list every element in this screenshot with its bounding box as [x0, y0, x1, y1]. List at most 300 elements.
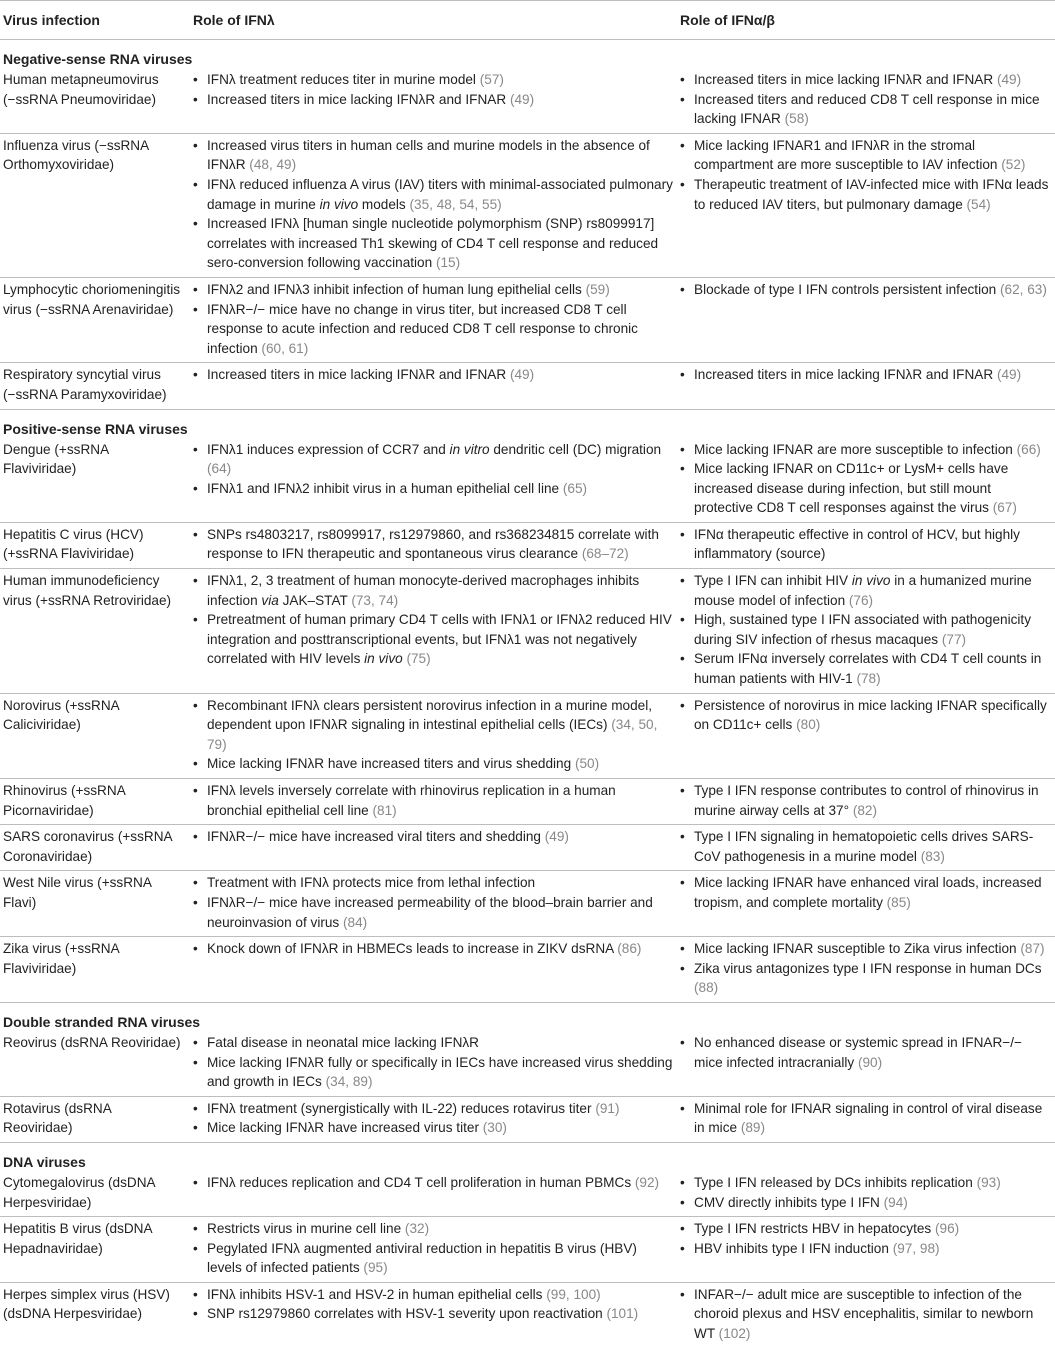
ifn-lambda-cell — [186, 1171, 677, 1217]
ifn-lambda-cell — [186, 1217, 677, 1283]
bullet-text: IFNλ inhibits HSV-1 and HSV-2 in human epithelial cells — [207, 1286, 547, 1302]
ifn-lambda-cell — [186, 438, 677, 523]
ifn-alpha-beta-list — [680, 280, 1052, 300]
bullet-item — [680, 1239, 1052, 1259]
ifn-alpha-beta-cell — [677, 1096, 1055, 1142]
bullet-item — [193, 781, 674, 820]
reference-citation: (49) — [996, 72, 1022, 87]
reference-citation: (89) — [740, 1120, 766, 1136]
reference-citation: (93) — [976, 1174, 1001, 1190]
table-row — [0, 1031, 1055, 1096]
bullet-item — [193, 1099, 674, 1119]
ifn-lambda-cell — [186, 779, 677, 825]
virus-name: Reovirus (dsRNA Reoviridae) — [0, 1031, 186, 1096]
reference-citation: (86) — [617, 941, 642, 957]
ifn-alpha-beta-list — [680, 136, 1052, 214]
ifn-lambda-list — [193, 571, 674, 669]
ifn-alpha-beta-cell — [677, 1031, 1055, 1096]
reference-citation: (35, 48, 54, 55) — [409, 196, 502, 212]
bullet-text: Increased titers in mice lacking IFNλR and IFNAR — [207, 367, 510, 383]
bullet-text: Mice lacking IFNAR have enhanced viral loads, increased tropism, and complete mortality — [694, 875, 1042, 910]
table-body — [0, 40, 1055, 1348]
bullet-marker: • — [680, 1221, 685, 1237]
virus-name: Respiratory syncytial virus (−ssRNA Paramyxoviridae) — [0, 363, 186, 409]
bullet-item — [193, 70, 674, 90]
virus-name: SARS coronavirus (+ssRNA Coronaviridae) — [0, 825, 186, 871]
section-header-row — [0, 409, 1055, 438]
bullet-marker: • — [193, 526, 198, 542]
reference-citation: (77) — [941, 631, 967, 647]
reference-citation: (92) — [634, 1174, 660, 1190]
bullet-marker: • — [680, 281, 685, 297]
reference-citation: (50) — [574, 756, 600, 772]
bullet-marker: • — [193, 91, 198, 107]
bullet-item — [193, 1239, 674, 1278]
table-row — [0, 1171, 1055, 1217]
bullet-text: IFNλ levels inversely correlate with rhinovirus replication in a human bronchial epithelial cell line — [207, 783, 616, 818]
ifn-lambda-list — [193, 1033, 674, 1092]
bullet-text: IFNλ reduces replication and CD4 T cell proliferation in human PBMCs — [207, 1174, 635, 1190]
reference-citation: (49) — [996, 367, 1022, 383]
bullet-item — [680, 571, 1052, 610]
virus-name: Hepatitis B virus (dsDNA Hepadnaviridae) — [0, 1217, 186, 1283]
bullet-marker: • — [680, 612, 685, 628]
bullet-item — [680, 827, 1052, 866]
reference-citation: (91) — [595, 1100, 620, 1116]
bullet-item — [193, 280, 674, 300]
ifn-lambda-list — [193, 1219, 674, 1278]
bullet-text: No enhanced disease or systemic spread in IFNAR−/− mice infected intracranially — [694, 1034, 1022, 1070]
bullet-item — [680, 873, 1052, 912]
bullet-text: models — [358, 196, 410, 212]
bullet-text: IFNλ1 induces expression of CCR7 and — [207, 441, 450, 457]
bullet-marker: • — [193, 72, 198, 87]
virus-name: West Nile virus (+ssRNA Flavi) — [0, 871, 186, 937]
bullet-marker: • — [680, 367, 685, 383]
bullet-item — [680, 1033, 1052, 1072]
bullet-text: IFNλR−/− mice have increased permeability of the blood–brain barrier and neuroinvasion of virus — [207, 894, 653, 930]
ifn-alpha-beta-list — [680, 1099, 1052, 1138]
table-row — [0, 68, 1055, 133]
bullet-item — [193, 1304, 674, 1324]
bullet-item — [680, 90, 1052, 129]
column-header-virus: Virus infection — [0, 1, 186, 40]
ifn-alpha-beta-cell — [677, 363, 1055, 409]
reference-citation: (32) — [404, 1221, 430, 1237]
bullet-item — [680, 1193, 1052, 1213]
bullet-item — [193, 136, 674, 175]
bullet-item — [193, 1219, 674, 1239]
reference-citation: (60, 61) — [261, 340, 309, 356]
ifn-lambda-cell — [186, 68, 677, 133]
reference-citation: (34, 50, 79) — [207, 717, 658, 752]
reference-citation: (52) — [1001, 157, 1026, 173]
ifn-alpha-beta-cell — [677, 1282, 1055, 1347]
reference-citation: (49) — [509, 91, 535, 107]
ifn-lambda-list — [193, 280, 674, 358]
bullet-item — [680, 781, 1052, 820]
ifn-alpha-beta-cell — [677, 1217, 1055, 1283]
bullet-item — [193, 1053, 674, 1092]
bullet-marker: • — [680, 875, 685, 891]
ifn-alpha-beta-list — [680, 1173, 1052, 1212]
section-header-row — [0, 1142, 1055, 1171]
bullet-marker: • — [193, 612, 198, 628]
bullet-text: Mice lacking IFNAR are more susceptible to infection — [694, 441, 1017, 457]
reference-citation: (68–72) — [581, 546, 629, 562]
ifn-lambda-cell — [186, 1096, 677, 1142]
bullet-marker: • — [193, 441, 198, 457]
table-row — [0, 1217, 1055, 1283]
bullet-text: Treatment with IFNλ protects mice from lethal infection — [207, 875, 536, 891]
virus-name: Hepatitis C virus (HCV) (+ssRNA Flaviviridae) — [0, 522, 186, 568]
reference-citation: (75) — [406, 651, 431, 667]
ifn-alpha-beta-list — [680, 1285, 1052, 1344]
bullet-marker: • — [193, 1054, 198, 1070]
bullet-item — [680, 525, 1052, 564]
bullet-marker: • — [193, 1100, 198, 1116]
bullet-text: Type I IFN can inhibit HIV — [694, 573, 852, 589]
bullet-marker: • — [680, 573, 685, 589]
bullet-item — [680, 459, 1052, 518]
table-row — [0, 522, 1055, 568]
bullet-marker: • — [680, 91, 685, 107]
table-row — [0, 693, 1055, 778]
virus-name: Cytomegalovirus (dsDNA Herpesviridae) — [0, 1171, 186, 1217]
reference-citation: (84) — [343, 914, 368, 930]
bullet-marker: • — [680, 461, 685, 477]
bullet-text: Pretreatment of human primary CD4 T cells with IFNλ1 or IFNλ2 reduced HIV integration and posttranscriptional events, but IFNλ1 was not negatively correlated with HIV levels — [207, 612, 672, 667]
bullet-text: dendritic cell (DC) migration — [489, 441, 662, 457]
virus-name: Zika virus (+ssRNA Flaviviridae) — [0, 937, 186, 1003]
ifn-alpha-beta-cell — [677, 1171, 1055, 1217]
ifn-lambda-list — [193, 1099, 674, 1138]
bullet-item — [193, 754, 674, 774]
ifn-alpha-beta-list — [680, 571, 1052, 689]
bullet-item — [680, 610, 1052, 649]
bullet-item — [680, 959, 1052, 998]
ifn-alpha-beta-list — [680, 440, 1052, 518]
bullet-text: Restricts virus in murine cell line — [207, 1221, 405, 1237]
virus-name: Herpes simplex virus (HSV) (dsDNA Herpesviridae) — [3, 1286, 170, 1322]
reference-citation: (81) — [372, 802, 397, 818]
bullet-text: Increased virus titers in human cells and murine models in the absence of IFNλR — [207, 137, 650, 173]
bullet-text: Increased titers in mice lacking IFNλR and IFNAR — [694, 367, 997, 383]
reference-citation: (59) — [585, 281, 610, 297]
bullet-text: Therapeutic treatment of IAV-infected mice with IFNα leads to reduced IAV titers, but pulmonary damage — [694, 176, 1049, 212]
bullet-item — [193, 90, 674, 110]
bullet-text: Serum IFNα inversely correlates with CD4 T cell counts in human patients with HIV-1 — [694, 651, 1042, 687]
bullet-marker: • — [680, 1240, 685, 1256]
reference-citation: (96) — [935, 1221, 960, 1237]
bullet-text: SNP rs12979860 correlates with HSV-1 severity upon reactivation — [207, 1306, 607, 1322]
bullet-item — [680, 136, 1052, 175]
bullet-marker: • — [193, 301, 198, 317]
bullet-text: IFNλ treatment reduces titer in murine model — [207, 72, 480, 87]
ifn-lambda-cell — [186, 871, 677, 937]
ifn-alpha-beta-cell — [677, 133, 1055, 277]
bullet-text: Mice lacking IFNAR on CD11c+ or LysM+ cells have increased disease during infection, but still mount protective CD8 T cell responses against the virus — [694, 461, 1009, 516]
bullet-item — [680, 175, 1052, 214]
ifn-lambda-list — [193, 136, 674, 273]
bullet-marker: • — [680, 783, 685, 798]
bullet-item — [680, 365, 1052, 385]
reference-citation: (67) — [992, 500, 1017, 516]
bullet-text: Increased titers in mice lacking IFNλR and IFNAR — [207, 91, 510, 107]
ifn-alpha-beta-list — [680, 696, 1052, 735]
bullet-text: Mice lacking IFNAR susceptible to Zika virus infection — [694, 941, 1021, 957]
bullet-marker: • — [680, 697, 685, 713]
bullet-item — [193, 440, 674, 479]
bullet-marker: • — [680, 176, 685, 192]
reference-citation: (82) — [852, 802, 877, 818]
reference-citation: (48, 49) — [249, 157, 297, 173]
table-row — [0, 133, 1055, 277]
ifn-lambda-list — [193, 939, 674, 959]
ifn-lambda-list — [193, 781, 674, 820]
reference-citation: (54) — [966, 196, 991, 212]
table-row — [0, 825, 1055, 871]
reference-citation: (85) — [886, 894, 911, 910]
ifn-alpha-beta-list — [680, 1219, 1052, 1258]
reference-citation: (65) — [562, 480, 588, 496]
reference-citation: (76) — [848, 592, 874, 608]
bullet-marker: • — [680, 829, 685, 845]
bullet-text: IFNλ treatment (synergistically with IL-22) reduces rotavirus titer — [207, 1100, 596, 1116]
ifn-alpha-beta-list — [680, 365, 1052, 385]
bullet-marker: • — [680, 1194, 685, 1210]
bullet-text: Type I IFN response contributes to control of rhinovirus in murine airway cells at 37° — [694, 783, 1039, 818]
ifn-lambda-list — [193, 70, 674, 109]
reference-citation: (95) — [363, 1260, 388, 1276]
bullet-marker: • — [193, 137, 198, 153]
reference-citation: (62, 63) — [1000, 281, 1047, 297]
table-row — [0, 569, 1055, 694]
bullet-marker: • — [193, 480, 198, 496]
section-title: Double stranded RNA viruses — [3, 1013, 201, 1030]
reference-citation: (49) — [509, 367, 535, 383]
bullet-text: Recombinant IFNλ clears persistent norovirus infection in a murine model, dependent upon IFNλR signaling in intestinal epithelial cells (IECs) — [207, 697, 653, 733]
ifn-lambda-list — [193, 1285, 674, 1324]
bullet-text: IFNλ reduced influenza A virus (IAV) titers with minimal-associated pulmonary damage in murine — [207, 176, 673, 212]
bullet-marker: • — [193, 573, 198, 589]
bullet-text: Increased titers in mice lacking IFNλR and IFNAR — [694, 72, 997, 87]
bullet-marker: • — [193, 829, 198, 845]
ifn-alpha-beta-cell — [677, 871, 1055, 937]
bullet-text: Minimal role for IFNAR signaling in control of viral disease in mice — [694, 1100, 1043, 1136]
bullet-text: HBV inhibits type I IFN induction — [694, 1240, 893, 1256]
bullet-text: Knock down of IFNλR in HBMECs leads to increase in ZIKV dsRNA — [207, 941, 618, 957]
ifn-lambda-cell — [186, 522, 677, 568]
bullet-text: JAK–STAT — [278, 592, 352, 608]
bullet-text: IFNλR−/− mice have no change in virus titer, but increased CD8 T cell response to acute infection and reduced CD8 T cell response to chronic infection — [207, 301, 638, 356]
reference-citation: (90) — [857, 1054, 883, 1070]
bullet-marker: • — [193, 894, 198, 910]
ifn-alpha-beta-cell — [677, 779, 1055, 825]
table-header-row — [0, 1, 1055, 40]
bullet-item — [193, 827, 674, 847]
bullet-text: Type I IFN released by DCs inhibits replication — [694, 1174, 977, 1190]
bullet-marker: • — [680, 960, 685, 976]
bullet-text: SNPs rs4803217, rs8099917, rs12979860, and rs368234815 correlate with response to IFN therapeutic and spontaneous virus clearance — [207, 526, 659, 562]
bullet-item — [680, 280, 1052, 300]
bullet-text: Mice lacking IFNλR fully or specifically in IECs have increased virus shedding and growth in IECs — [207, 1054, 673, 1090]
ifn-alpha-beta-list — [680, 1033, 1052, 1072]
virus-name: Rhinovirus (+ssRNA Picornaviridae) — [0, 779, 186, 825]
virus-name: Influenza virus (−ssRNA Orthomyxoviridae) — [0, 133, 186, 277]
bullet-marker: • — [193, 756, 198, 772]
bullet-item — [193, 893, 674, 932]
bullet-item — [193, 479, 674, 499]
reference-citation: (64) — [207, 461, 232, 477]
reference-citation: (73, 74) — [351, 592, 399, 608]
bullet-text: Mice lacking IFNAR1 and IFNλR in the stromal compartment are more susceptible to IAV infection — [694, 137, 1002, 173]
bullet-item — [193, 939, 674, 959]
table-row — [0, 438, 1055, 523]
bullet-text: Type I IFN signaling in hematopoietic cells drives SARS-CoV pathogenesis in a murine model — [694, 829, 1034, 864]
ifn-lambda-cell — [186, 363, 677, 409]
bullet-item — [680, 440, 1052, 460]
reference-citation: (15) — [435, 255, 461, 271]
ifn-alpha-beta-list — [680, 827, 1052, 866]
bullet-text: Mice lacking IFNλR have increased virus titer — [207, 1120, 483, 1136]
ifn-lambda-cell — [186, 133, 677, 277]
ifn-alpha-beta-cell — [677, 522, 1055, 568]
ifn-alpha-beta-cell — [677, 438, 1055, 523]
bullet-text: Fatal disease in neonatal mice lacking IFNλR — [207, 1034, 480, 1050]
reference-citation: (58) — [784, 111, 809, 127]
bullet-marker: • — [193, 176, 198, 192]
bullet-text: Zika virus antagonizes type I IFN response in human DCs — [694, 960, 1042, 976]
bullet-marker: • — [680, 1034, 685, 1050]
italic-text: in vivo — [319, 196, 359, 212]
bullet-marker: • — [193, 1034, 198, 1050]
bullet-marker: • — [193, 1120, 198, 1136]
reference-citation: (94) — [883, 1194, 908, 1210]
ifn-lambda-cell — [186, 825, 677, 871]
bullet-marker: • — [193, 941, 198, 957]
bullet-marker: • — [680, 72, 685, 87]
bullet-item — [193, 571, 674, 610]
ifn-alpha-beta-list — [680, 781, 1052, 820]
bullet-text: INFAR−/− adult mice are susceptible to infection of the choroid plexus and HSV encephalitis, similar to newborn WT — [694, 1286, 1034, 1342]
bullet-marker: • — [680, 651, 685, 667]
bullet-marker: • — [680, 941, 685, 957]
bullet-text: High, sustained type I IFN associated with pathogenicity during SIV infection of rhesus macaques — [694, 612, 1032, 647]
bullet-item — [193, 1173, 674, 1193]
bullet-text: IFNλ2 and IFNλ3 inhibit infection of human lung epithelial cells — [207, 281, 586, 297]
bullet-text: Blockade of type I IFN controls persistent infection — [694, 281, 1001, 297]
bullet-marker: • — [193, 1174, 198, 1190]
reference-citation: (88) — [694, 980, 719, 996]
bullet-text: Increased IFNλ [human single nucleotide polymorphism (SNP) rs8099917] correlates with increased Th1 skewing of CD4 T cell response and reduced sero-conversion following vaccination — [207, 216, 659, 271]
reference-citation: (99, 100) — [546, 1286, 601, 1302]
reference-citation: (49) — [544, 829, 569, 845]
ifn-alpha-beta-cell — [677, 569, 1055, 694]
bullet-item — [680, 1285, 1052, 1344]
ifn-lambda-list — [193, 440, 674, 499]
bullet-item — [680, 1219, 1052, 1239]
bullet-marker: • — [680, 1100, 685, 1116]
bullet-text: Increased titers and reduced CD8 T cell response in mice lacking IFNAR — [694, 91, 1040, 127]
bullet-item — [193, 873, 674, 893]
bullet-text: Mice lacking IFNλR have increased titers and virus shedding — [207, 756, 575, 772]
virus-name: Norovirus (+ssRNA Caliciviridae) — [0, 693, 186, 778]
ifn-alpha-beta-cell — [677, 937, 1055, 1003]
bullet-item — [680, 1099, 1052, 1138]
bullet-marker: • — [193, 697, 198, 713]
bullet-text: IFNλ1 and IFNλ2 inhibit virus in a human epithelial cell line — [207, 480, 563, 496]
ifn-lambda-list — [193, 827, 674, 847]
ifn-alpha-beta-list — [680, 939, 1052, 998]
ifn-lambda-cell — [186, 937, 677, 1003]
bullet-marker: • — [193, 216, 198, 232]
table-row — [0, 779, 1055, 825]
reference-citation: (102) — [718, 1326, 751, 1342]
bullet-item — [680, 649, 1052, 688]
ifn-lambda-cell — [186, 693, 677, 778]
section-header-row — [0, 1002, 1055, 1031]
bullet-item — [193, 1033, 674, 1053]
bullet-text: in a humanized murine mouse model of infection — [694, 573, 1032, 608]
bullet-marker: • — [680, 1286, 685, 1302]
reference-citation: (80) — [796, 717, 821, 733]
bullet-text: IFNλ1, 2, 3 treatment of human monocyte-derived macrophages inhibits infection — [207, 573, 640, 608]
bullet-item — [193, 525, 674, 564]
bullet-item — [193, 214, 674, 273]
column-header-ifn-alpha-beta: Role of IFNα/β — [677, 1, 1055, 40]
bullet-marker: • — [193, 875, 198, 891]
table-row — [0, 277, 1055, 362]
bullet-text: Type I IFN restricts HBV in hepatocytes — [694, 1221, 935, 1237]
ifn-alpha-beta-cell — [677, 277, 1055, 362]
section-title: Positive-sense RNA viruses — [3, 420, 188, 437]
bullet-item — [680, 70, 1052, 90]
virus-name: Human immunodeficiency virus (+ssRNA Retroviridae) — [0, 569, 186, 694]
table-row — [0, 1096, 1055, 1142]
ifn-lambda-list — [193, 525, 674, 564]
reference-citation: (66) — [1016, 441, 1041, 457]
ifn-lambda-cell — [186, 1282, 677, 1347]
reference-citation: (30) — [482, 1120, 507, 1136]
bullet-item — [680, 1173, 1052, 1193]
table-row — [0, 363, 1055, 409]
bullet-item — [193, 365, 674, 385]
bullet-item — [680, 939, 1052, 959]
ifn-lambda-list — [193, 1173, 674, 1193]
reference-citation: (34, 89) — [325, 1074, 373, 1090]
bullet-marker: • — [193, 367, 198, 383]
bullet-item — [193, 300, 674, 359]
ifn-alpha-beta-cell — [677, 825, 1055, 871]
table-row — [0, 1282, 1055, 1347]
section-header-row — [0, 40, 1055, 69]
section-title: DNA viruses — [3, 1153, 86, 1170]
bullet-item — [193, 1285, 674, 1305]
bullet-marker: • — [193, 1240, 198, 1256]
bullet-text: IFNλR−/− mice have increased viral titers and shedding — [207, 829, 545, 845]
bullet-marker: • — [193, 1286, 198, 1302]
virus-name: Dengue (+ssRNA Flaviviridae) — [0, 438, 186, 523]
bullet-marker: • — [680, 441, 685, 457]
bullet-marker: • — [680, 137, 685, 153]
italic-text: in vivo — [851, 573, 891, 589]
bullet-marker: • — [193, 783, 198, 798]
bullet-item — [193, 175, 674, 214]
reference-citation: (101) — [606, 1306, 639, 1322]
bullet-text: IFNα therapeutic effective in control of HCV, but highly inflammatory (source) — [694, 526, 1020, 562]
bullet-item — [680, 696, 1052, 735]
